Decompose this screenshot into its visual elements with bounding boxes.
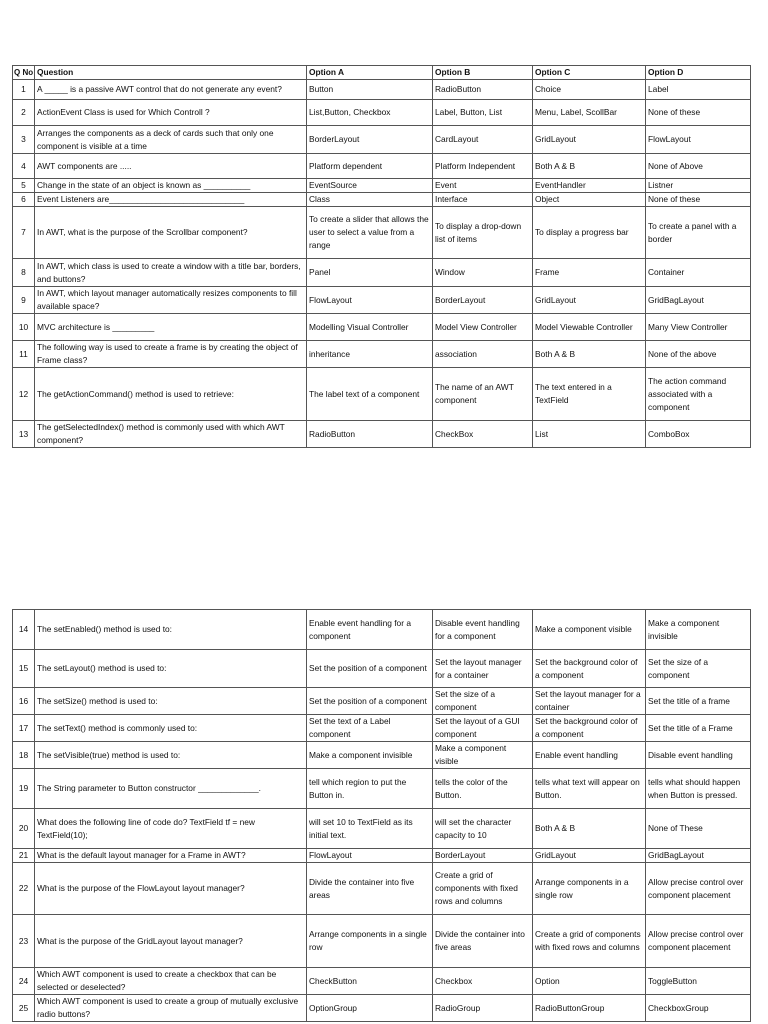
option-b: BorderLayout xyxy=(433,287,533,314)
question-text: MVC architecture is _________ xyxy=(35,314,307,341)
option-a: CheckButton xyxy=(307,968,433,995)
option-b: Event xyxy=(433,179,533,193)
option-b: CardLayout xyxy=(433,126,533,154)
option-c: tells what text will appear on Button. xyxy=(533,769,646,809)
option-a: BorderLayout xyxy=(307,126,433,154)
option-c: Make a component visible xyxy=(533,610,646,650)
option-c: Object xyxy=(533,193,646,207)
option-b: Divide the container into five areas xyxy=(433,915,533,968)
mcq-table-part-2 xyxy=(12,609,751,1022)
option-b: Set the layout of a GUI component xyxy=(433,715,533,742)
option-a: RadioButton xyxy=(307,421,433,448)
option-a: Modelling Visual Controller xyxy=(307,314,433,341)
question-text: The getActionCommand() method is used to retrieve: xyxy=(35,368,307,421)
option-d: GridBagLayout xyxy=(646,849,751,863)
question-text: The setText() method is commonly used to: xyxy=(35,715,307,742)
option-c: RadioButtonGroup xyxy=(533,995,646,1022)
question-number: 13 xyxy=(13,421,35,448)
table-row xyxy=(13,809,751,849)
option-b: BorderLayout xyxy=(433,849,533,863)
table-row xyxy=(13,742,751,769)
option-d: Make a component invisible xyxy=(646,610,751,650)
option-b: Label, Button, List xyxy=(433,100,533,126)
question-number: 15 xyxy=(13,650,35,688)
question-text: The setLayout() method is used to: xyxy=(35,650,307,688)
question-number: 4 xyxy=(13,154,35,179)
mcq-table-part-1 xyxy=(12,65,751,448)
option-a: tell which region to put the Button in. xyxy=(307,769,433,809)
option-a: Set the text of a Label component xyxy=(307,715,433,742)
table-row xyxy=(13,368,751,421)
option-b: RadioGroup xyxy=(433,995,533,1022)
header-qno: Q No xyxy=(13,66,35,80)
table-header-row xyxy=(13,66,751,80)
option-b: CheckBox xyxy=(433,421,533,448)
table-row xyxy=(13,259,751,287)
question-text: Change in the state of an object is known as __________ xyxy=(35,179,307,193)
question-number: 1 xyxy=(13,80,35,100)
option-a: Set the position of a component xyxy=(307,688,433,715)
option-a: FlowLayout xyxy=(307,287,433,314)
option-b: Window xyxy=(433,259,533,287)
option-b: tells the color of the Button. xyxy=(433,769,533,809)
option-d: Listner xyxy=(646,179,751,193)
question-number: 3 xyxy=(13,126,35,154)
question-text: What is the purpose of the FlowLayout layout manager? xyxy=(35,863,307,915)
option-c: Choice xyxy=(533,80,646,100)
option-b: Model View Controller xyxy=(433,314,533,341)
question-text: What does the following line of code do? TextField tf = new TextField(10); xyxy=(35,809,307,849)
option-b: association xyxy=(433,341,533,368)
option-d: None of the above xyxy=(646,341,751,368)
question-number: 18 xyxy=(13,742,35,769)
option-a: will set 10 to TextField as its initial text. xyxy=(307,809,433,849)
table-row xyxy=(13,126,751,154)
option-c: List xyxy=(533,421,646,448)
question-text: The setVisible(true) method is used to: xyxy=(35,742,307,769)
option-d: None of these xyxy=(646,100,751,126)
question-number: 21 xyxy=(13,849,35,863)
option-c: GridLayout xyxy=(533,287,646,314)
option-d: Set the title of a Frame xyxy=(646,715,751,742)
option-d: Disable event handling xyxy=(646,742,751,769)
option-c: GridLayout xyxy=(533,849,646,863)
question-text: The following way is used to create a frame is by creating the object of Frame class? xyxy=(35,341,307,368)
option-d: GridBagLayout xyxy=(646,287,751,314)
option-a: Set the position of a component xyxy=(307,650,433,688)
option-b: The name of an AWT component xyxy=(433,368,533,421)
option-c: Set the background color of a component xyxy=(533,650,646,688)
table-row xyxy=(13,154,751,179)
question-text: Event Listeners are_____________________________ xyxy=(35,193,307,207)
option-c: Set the background color of a component xyxy=(533,715,646,742)
question-text: In AWT, what is the purpose of the Scrollbar component? xyxy=(35,207,307,259)
option-a: OptionGroup xyxy=(307,995,433,1022)
question-number: 2 xyxy=(13,100,35,126)
table-row xyxy=(13,715,751,742)
option-d: Set the title of a frame xyxy=(646,688,751,715)
question-number: 12 xyxy=(13,368,35,421)
question-number: 10 xyxy=(13,314,35,341)
option-b: Set the size of a component xyxy=(433,688,533,715)
option-b: Disable event handling for a component xyxy=(433,610,533,650)
question-number: 9 xyxy=(13,287,35,314)
table-row xyxy=(13,193,751,207)
question-number: 24 xyxy=(13,968,35,995)
header-option-c: Option C xyxy=(533,66,646,80)
option-a: Divide the container into five areas xyxy=(307,863,433,915)
option-a: inheritance xyxy=(307,341,433,368)
question-text: ActionEvent Class is used for Which Controll ? xyxy=(35,100,307,126)
header-question: Question xyxy=(35,66,307,80)
table-row xyxy=(13,100,751,126)
option-c: Both A & B xyxy=(533,809,646,849)
question-text: A _____ is a passive AWT control that do not generate any event? xyxy=(35,80,307,100)
question-number: 20 xyxy=(13,809,35,849)
question-text: What is the default layout manager for a Frame in AWT? xyxy=(35,849,307,863)
option-a: EventSource xyxy=(307,179,433,193)
option-a: Make a component invisible xyxy=(307,742,433,769)
option-b: RadioButton xyxy=(433,80,533,100)
option-b: Make a component visible xyxy=(433,742,533,769)
question-text: In AWT, which class is used to create a window with a title bar, borders, and buttons? xyxy=(35,259,307,287)
option-b: To display a drop-down list of items xyxy=(433,207,533,259)
question-number: 16 xyxy=(13,688,35,715)
option-a: Arrange components in a single row xyxy=(307,915,433,968)
question-text: The getSelectedIndex() method is commonly used with which AWT component? xyxy=(35,421,307,448)
option-c: Enable event handling xyxy=(533,742,646,769)
question-number: 14 xyxy=(13,610,35,650)
header-option-b: Option B xyxy=(433,66,533,80)
question-text: The setSize() method is used to: xyxy=(35,688,307,715)
option-d: The action command associated with a component xyxy=(646,368,751,421)
option-d: Allow precise control over component placement xyxy=(646,915,751,968)
table-row xyxy=(13,421,751,448)
question-text: Arranges the components as a deck of cards such that only one component is visible at a time xyxy=(35,126,307,154)
option-b: Platform Independent xyxy=(433,154,533,179)
question-number: 7 xyxy=(13,207,35,259)
table-row xyxy=(13,650,751,688)
option-a: To create a slider that allows the user to select a value from a range xyxy=(307,207,433,259)
header-option-d: Option D xyxy=(646,66,751,80)
table-row xyxy=(13,995,751,1022)
option-c: Arrange components in a single row xyxy=(533,863,646,915)
question-text: The String parameter to Button constructor _____________. xyxy=(35,769,307,809)
question-number: 19 xyxy=(13,769,35,809)
question-text: Which AWT component is used to create a checkbox that can be selected or deselected? xyxy=(35,968,307,995)
option-d: None of these xyxy=(646,193,751,207)
question-text: What is the purpose of the GridLayout layout manager? xyxy=(35,915,307,968)
table-row xyxy=(13,915,751,968)
question-number: 25 xyxy=(13,995,35,1022)
table-row xyxy=(13,207,751,259)
option-b: Create a grid of components with fixed rows and columns xyxy=(433,863,533,915)
option-d: Label xyxy=(646,80,751,100)
option-b: Set the layout manager for a container xyxy=(433,650,533,688)
option-c: Both A & B xyxy=(533,154,646,179)
option-c: GridLayout xyxy=(533,126,646,154)
table-row xyxy=(13,610,751,650)
option-d: FlowLayout xyxy=(646,126,751,154)
table-row xyxy=(13,849,751,863)
option-c: To display a progress bar xyxy=(533,207,646,259)
option-c: Create a grid of components with fixed rows and columns xyxy=(533,915,646,968)
option-d: ToggleButton xyxy=(646,968,751,995)
question-number: 22 xyxy=(13,863,35,915)
option-a: Button xyxy=(307,80,433,100)
option-d: None of Above xyxy=(646,154,751,179)
question-number: 23 xyxy=(13,915,35,968)
question-text: In AWT, which layout manager automatically resizes components to fill available space? xyxy=(35,287,307,314)
table-row xyxy=(13,287,751,314)
option-a: Platform dependent xyxy=(307,154,433,179)
question-number: 11 xyxy=(13,341,35,368)
table-row xyxy=(13,341,751,368)
option-d: ComboBox xyxy=(646,421,751,448)
option-c: The text entered in a TextField xyxy=(533,368,646,421)
option-d: Container xyxy=(646,259,751,287)
table-row xyxy=(13,688,751,715)
question-text: Which AWT component is used to create a group of mutually exclusive radio buttons? xyxy=(35,995,307,1022)
question-number: 17 xyxy=(13,715,35,742)
option-b: Checkbox xyxy=(433,968,533,995)
table-row xyxy=(13,80,751,100)
option-a: List,Button, Checkbox xyxy=(307,100,433,126)
option-d: Set the size of a component xyxy=(646,650,751,688)
option-b: will set the character capacity to 10 xyxy=(433,809,533,849)
table-row xyxy=(13,179,751,193)
option-d: To create a panel with a border xyxy=(646,207,751,259)
option-c: Menu, Label, ScollBar xyxy=(533,100,646,126)
option-a: FlowLayout xyxy=(307,849,433,863)
option-c: EventHandler xyxy=(533,179,646,193)
option-a: Enable event handling for a component xyxy=(307,610,433,650)
option-c: Option xyxy=(533,968,646,995)
option-d: None of These xyxy=(646,809,751,849)
header-option-a: Option A xyxy=(307,66,433,80)
question-text: AWT components are ..... xyxy=(35,154,307,179)
question-text: The setEnabled() method is used to: xyxy=(35,610,307,650)
option-d: Many View Controller xyxy=(646,314,751,341)
table-row xyxy=(13,968,751,995)
question-number: 5 xyxy=(13,179,35,193)
option-d: tells what should happen when Button is pressed. xyxy=(646,769,751,809)
table-row xyxy=(13,314,751,341)
option-a: Class xyxy=(307,193,433,207)
question-number: 8 xyxy=(13,259,35,287)
option-d: CheckboxGroup xyxy=(646,995,751,1022)
table-row xyxy=(13,769,751,809)
table-row xyxy=(13,863,751,915)
question-number: 6 xyxy=(13,193,35,207)
option-a: The label text of a component xyxy=(307,368,433,421)
option-d: Allow precise control over component placement xyxy=(646,863,751,915)
option-c: Both A & B xyxy=(533,341,646,368)
option-a: Panel xyxy=(307,259,433,287)
option-c: Model Viewable Controller xyxy=(533,314,646,341)
option-b: Interface xyxy=(433,193,533,207)
option-c: Frame xyxy=(533,259,646,287)
option-c: Set the layout manager for a container xyxy=(533,688,646,715)
